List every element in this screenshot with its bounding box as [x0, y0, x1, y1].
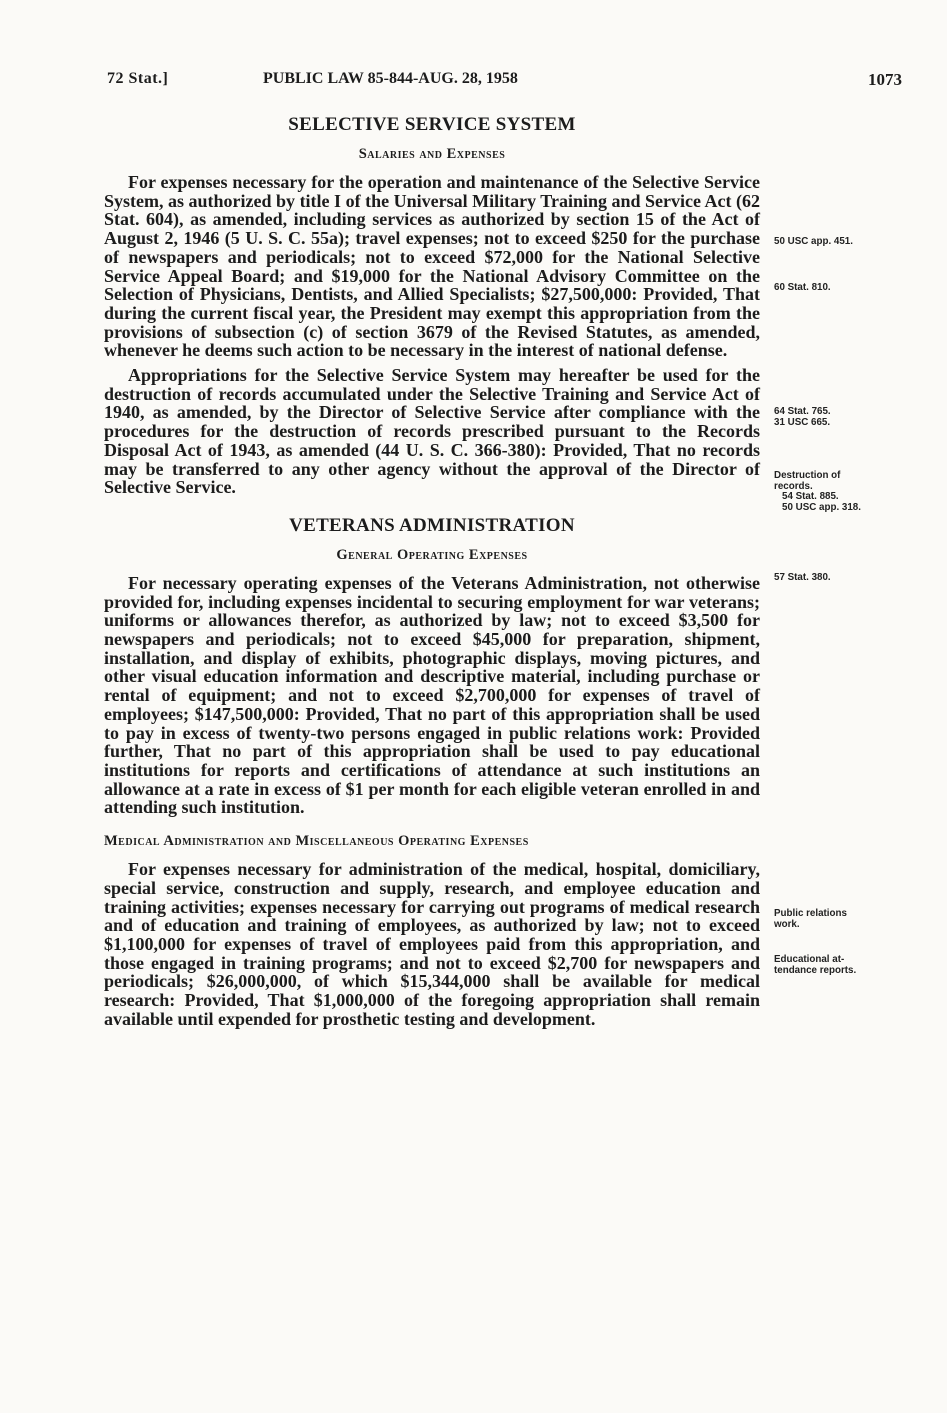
- page-header: [107, 70, 907, 94]
- margin-note-line: work.: [774, 918, 800, 930]
- section-title-veterans-administration: VETERANS ADMINISTRATION: [289, 514, 575, 536]
- margin-note-educational-attendance-reports: [774, 955, 924, 976]
- paragraph-selective-service-expenses: For expenses necessary for the operation and maintenance of the Selective Service System, as authorized by title I of the Universal Military Training and Service Act (62 Stat. 604), as amended, including services as authorized by section 15 of the Act of August 2, 1946 (5 U. S. C. 55a); travel expenses; not to exceed $250 for the purchase of newspapers and periodicals; not to exceed $72,000 for the National Selective Service Appeal Board; and $19,000 for the National Advisory Committee on the Selection of Physicians, Dentists, and Allied Specialists; $27,500,000: Provided, That during the current fiscal year, the President may exempt this appropriation from the provisions of subsection (c) of section 3679 of the Revised Statutes, as amended, whenever he deems such action to be necessary in the interest of national defense.: [104, 172, 760, 361]
- margin-note-50-usc-451: 50 USC app. 451.: [774, 236, 853, 247]
- margin-note-line: tendance reports.: [774, 964, 857, 976]
- margin-note-60-stat-810: 60 Stat. 810.: [774, 282, 831, 293]
- margin-note-line: 50 USC app. 318.: [782, 501, 861, 513]
- paragraph-general-operating-expenses: For necessary operating expenses of the Veterans Administration, not otherwise provided for, including expenses incidental to securing employment for war veterans; uniforms or allowances therefor, as authorized by law; not to exceed $3,500 for newspapers and periodicals; not to exceed $45,000 for preparation, shipment, installation, and display of exhibits, photographic displays, moving pictures, and other visual education information and descriptive material, including purchase or rental of equipment; and not to exceed $2,700,000 for expenses of travel of employees; $147,500,000: Provided, That no part of this appropriation shall be used to pay in excess of twenty-two persons engaged in public relations work: Provided further, That no part of this appropriation shall be used to pay educational institutions for reports and certifications of attendance at such institutions an allowance at a rate in excess of $1 per month for each eligible veteran enrolled in and attending such institution.: [104, 572, 760, 818]
- section-title-selective-service: SELECTIVE SERVICE SYSTEM: [288, 114, 576, 135]
- margin-note-line: Destruction of: [774, 470, 841, 481]
- paragraph-records-destruction: Appropriations for the Selective Service System may hereafter be used for the destruction of records accumulated under the Selective Training and Service Act of 1940, as amended, by the Director of Selective Service after compliance with the procedures for the destruction of records prescribed pursuant to the Records Disposal Act of 1943, as amended (44 U. S. C. 366-380): Provided, That no records may be transferred to any other agency without the approval of the Director of Selective Service.: [104, 365, 760, 498]
- margin-note-line: Public relations: [774, 908, 847, 919]
- margin-note-line: 64 Stat. 765.: [774, 406, 831, 417]
- margin-note-line: 54 Stat. 885.: [782, 491, 839, 502]
- margin-note-public-relations-work: [774, 909, 924, 930]
- header-law-title: PUBLIC LAW 85-844-AUG. 28, 1958: [263, 70, 518, 87]
- margin-note-line: Educational at-: [774, 954, 845, 965]
- paragraph-medical-administration: For expenses necessary for administration of the medical, hospital, domiciliary, special service, construction and supply, research, and employee education and training activities; expenses necessary for carrying out programs of medical research and of education and training of employees, as authorized by law; not to exceed $1,100,000 for expenses of travel of employees paid from this appropriation, and those engaged in training programs; and not to exceed $2,700 for newspapers and periodicals; $26,000,000, of which $15,344,000 shall be available for medical research: Provided, That $1,000,000 of the foregoing appropriation shall remain available until expended for prosthetic testing and development.: [104, 859, 760, 1029]
- page-number: 1073: [868, 70, 902, 89]
- margin-note-57-stat-380: 57 Stat. 380.: [774, 572, 831, 583]
- margin-note-64-stat-765: [774, 407, 924, 428]
- header-statute-volume: 72 Stat.]: [107, 70, 169, 87]
- main-text: [104, 114, 760, 1028]
- margin-note-line: records.: [774, 480, 813, 492]
- subtitle-medical-administration: Medical Administration and Miscellaneous Operating Expenses: [104, 833, 529, 850]
- subtitle-general-operating-expenses: General Operating Expenses: [336, 546, 528, 563]
- subtitle-salaries-expenses: Salaries and Expenses: [358, 146, 506, 162]
- margin-note-line: 31 USC 665.: [774, 416, 831, 428]
- margin-note-destruction-of-records: [774, 471, 924, 513]
